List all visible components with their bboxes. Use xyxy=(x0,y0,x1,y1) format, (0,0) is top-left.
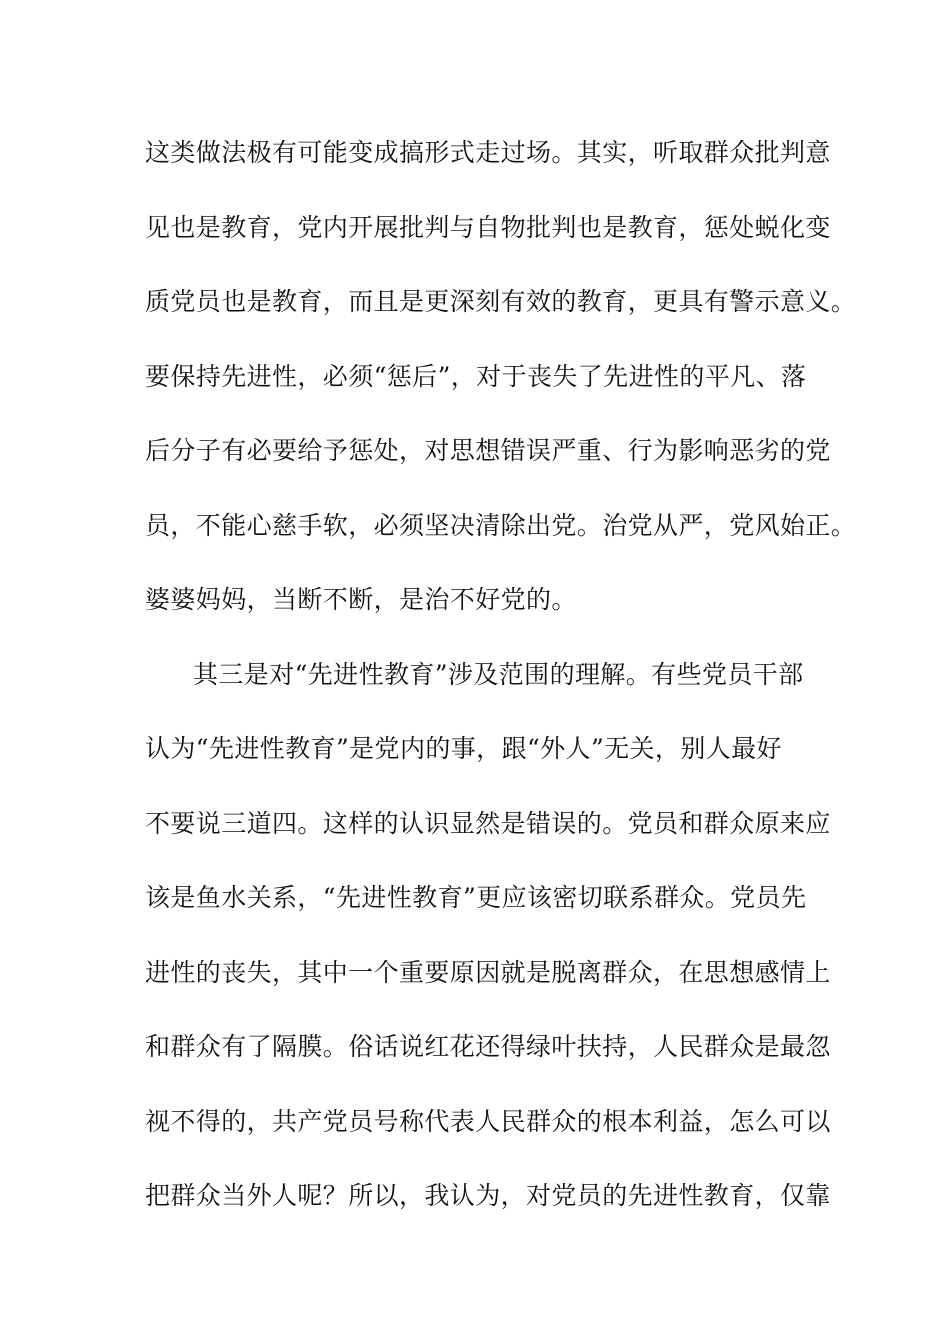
text-line: 不要说三道四。这样的认识显然是错误的。党员和群众原来应 xyxy=(145,808,831,838)
text-line: 和群众有了隔膜。俗话说红花还得绿叶扶持，人民群众是最忽 xyxy=(145,1032,831,1061)
body-text xyxy=(145,128,857,1246)
text-line: 把群众当外人呢？所以，我认为，对党员的先进性教育，仅靠 xyxy=(145,1181,831,1210)
text-line: 要保持先进性，必须“惩后”，对于丧失了先进性的平凡、落 xyxy=(145,361,807,391)
text-line: 质党员也是教育，而且是更深刻有效的教育，更具有警示意义。 xyxy=(145,287,857,316)
text-line: 员，不能心慈手软，必须坚决清除出党。治党从严，党风始正。 xyxy=(145,510,857,540)
text-line: 这类做法极有可能变成搞形式走过场。其实，听取群众批判意 xyxy=(145,138,831,167)
text-line: 视不得的，共产党员号称代表人民群众的根本利益，怎么可以 xyxy=(145,1106,831,1136)
text-line: 认为“先进性教育”是党内的事，跟“外人”无关，别人最好 xyxy=(145,734,782,763)
text-line: 该是鱼水关系，“先进性教育”更应该密切联系群众。党员先 xyxy=(145,883,807,912)
text-line: 婆婆妈妈，当断不断，是治不好党的。 xyxy=(145,585,577,614)
text-line: 进性的丧失，其中一个重要原因就是脱离群众，在思想感情上 xyxy=(145,957,831,987)
paragraph-first-line: 其三是对“先进性教育”涉及范围的理解。有些党员干部 xyxy=(193,659,804,689)
text-line: 后分子有必要给予惩处，对思想错误严重、行为影响恶劣的党 xyxy=(145,436,831,465)
text-line: 见也是教育，党内开展批判与自物批判也是教育，惩处蜕化变 xyxy=(145,212,831,242)
